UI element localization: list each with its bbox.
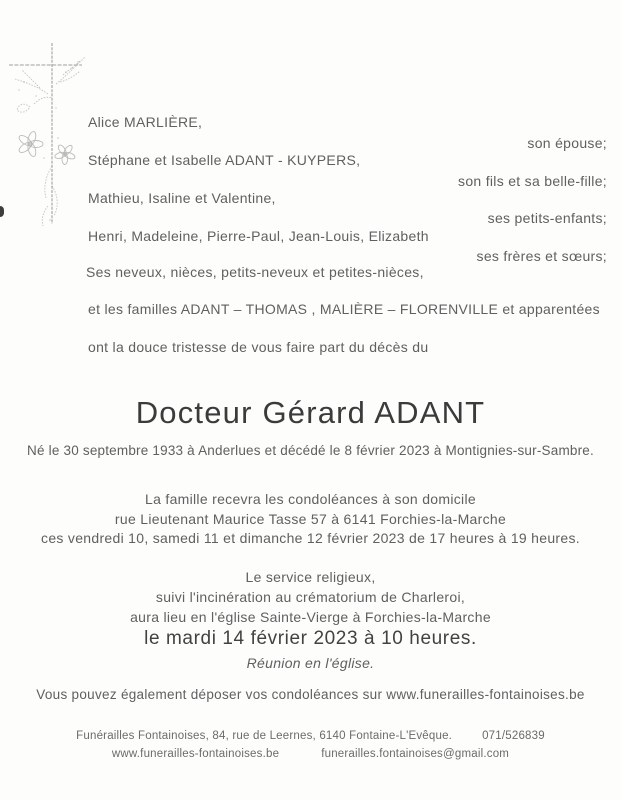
church-meeting-line: Réunion en l'église. <box>246 655 375 671</box>
funeral-home-email: funerailles.fontainoises@gmail.com <box>321 748 510 760</box>
online-condolences-note: Vous pouvez également déposer vos condoléances sur www.funerailles-fontainoises.be <box>36 687 585 702</box>
condolences-line-1: La famille recevra les condoléances à son domicile <box>145 491 476 507</box>
service-line-3: aura lieu en l'église Sainte-Vierge à Forchies-la-Marche <box>130 609 491 625</box>
service-date-line: le mardi 14 février 2023 à 10 heures. <box>144 628 477 649</box>
family-relation: ses petits-enfants; <box>487 210 607 226</box>
funeral-home-contact-row <box>0 730 621 742</box>
funeral-home-web-row <box>0 748 621 760</box>
condolences-line-3: ces vendredi 10, samedi 11 et dimanche 12 février 2023 de 17 heures à 19 heures. <box>41 530 580 546</box>
funeral-home-website: www.funerailles-fontainoises.be <box>111 748 280 760</box>
service-line-2: suivi l'incinération au crématorium de Charleroi, <box>155 589 466 605</box>
family-relation: son épouse; <box>527 135 607 151</box>
service-line-1: Le service religieux, <box>245 569 376 585</box>
announcement-line: ont la douce tristesse de vous faire part du décès du <box>88 339 429 355</box>
condolences-line-2: rue Lieutenant Maurice Tasse 57 à 6141 Forchies-la-Marche <box>114 511 507 527</box>
family-name: Ses neveux, nièces, petits-neveux et petites-nièces, <box>86 264 424 280</box>
life-dates-line: Né le 30 septembre 1933 à Anderlues et décédé le 8 février 2023 à Montignies-sur-Sambre. <box>27 443 594 458</box>
family-name: Stéphane et Isabelle ADANT - KUYPERS, <box>88 152 361 168</box>
family-relation: son fils et sa belle-fille; <box>458 173 607 189</box>
family-name: Mathieu, Isaline et Valentine, <box>88 190 276 206</box>
family-relation: ses frères et sœurs; <box>476 248 607 264</box>
family-name: Henri, Madeleine, Pierre-Paul, Jean-Louis, Elizabeth <box>88 228 429 244</box>
funeral-home-phone: 071/526839 <box>482 730 545 742</box>
funeral-home-address: Funérailles Fontainoises, 84, rue de Leernes, 6140 Fontaine-L'Evêque. <box>76 730 453 742</box>
deceased-name-title: Docteur Gérard ADANT <box>135 395 486 430</box>
related-families-line: et les familles ADANT – THOMAS , MALIÈRE – FLORENVILLE et apparentées <box>88 301 600 317</box>
family-name: Alice MARLIÈRE, <box>88 114 203 130</box>
